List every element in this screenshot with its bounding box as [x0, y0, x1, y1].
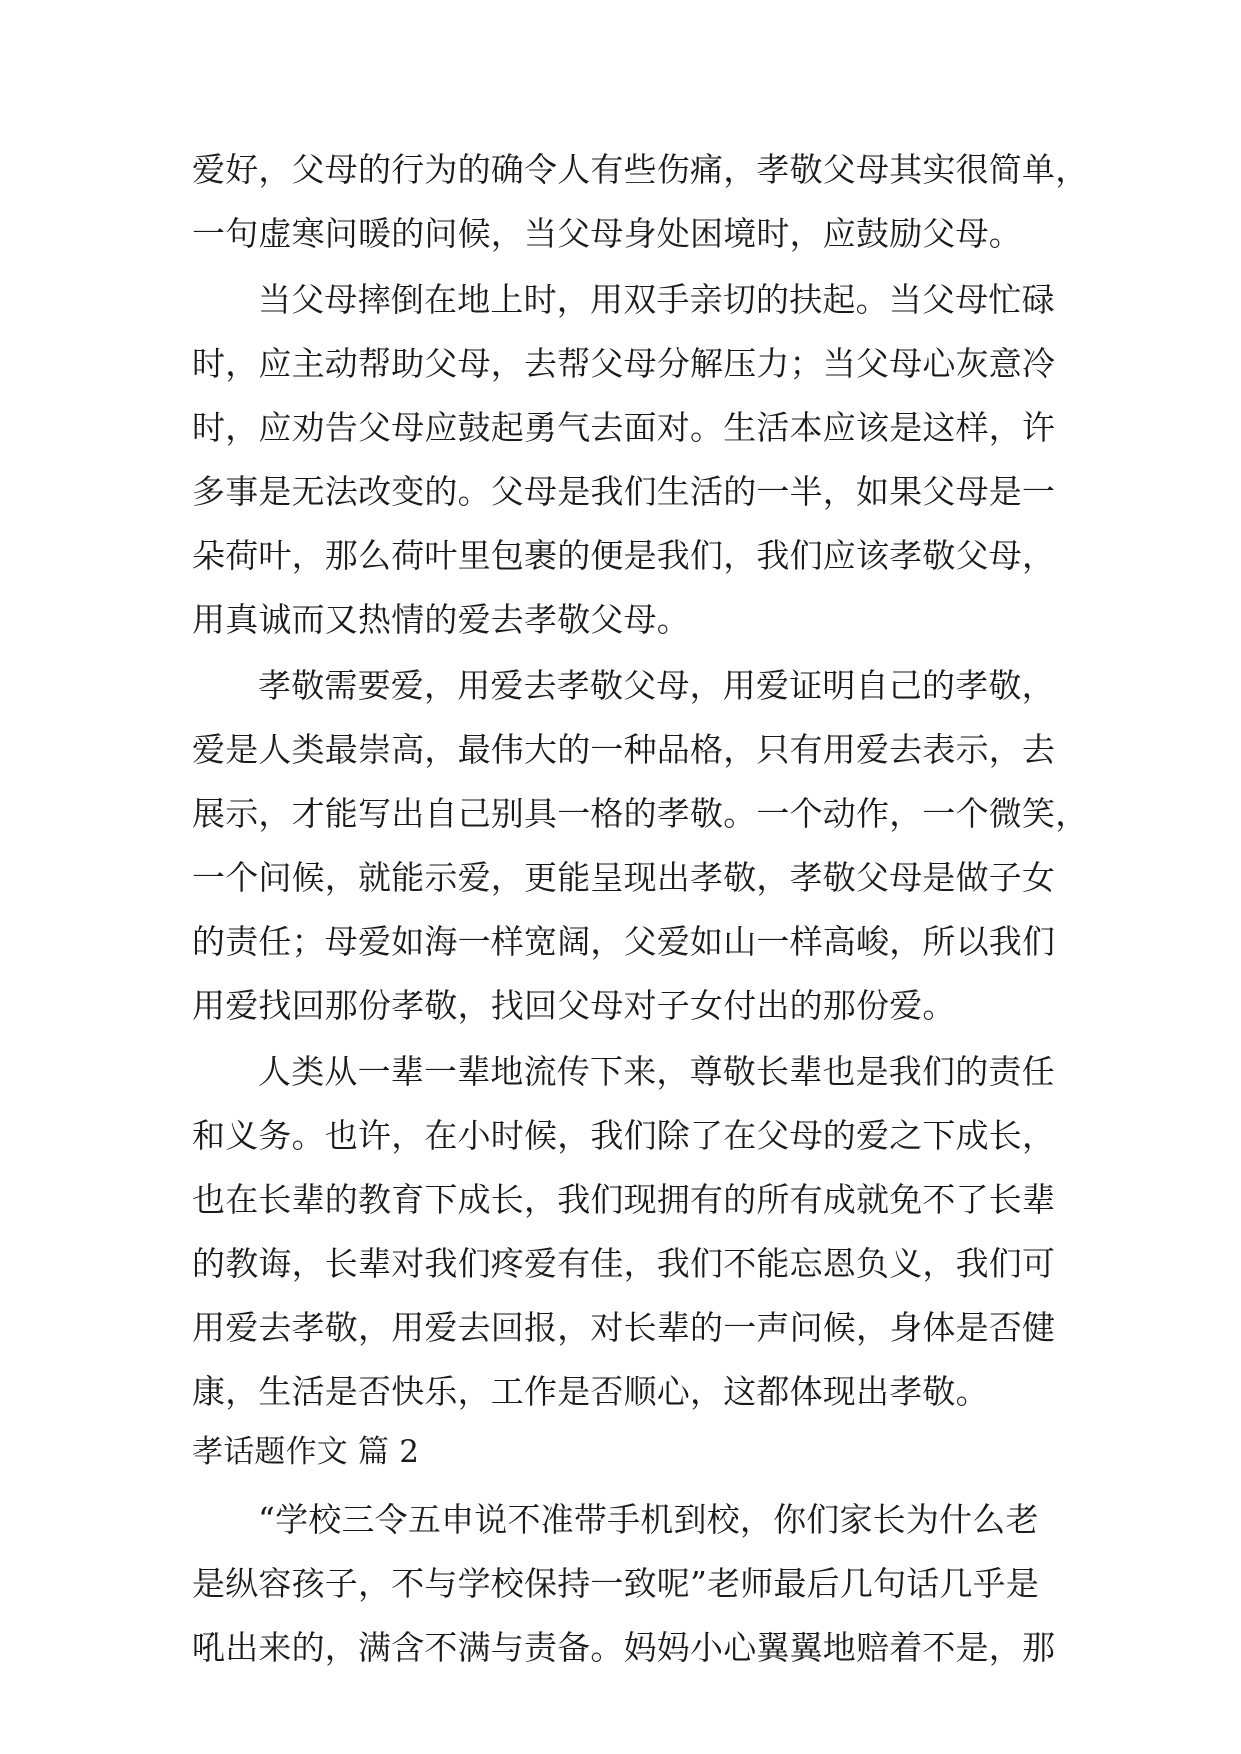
section-heading: 孝话题作文 篇 2	[192, 1434, 420, 1470]
paragraph-start-line: “学校三令五申说不准带手机到校，你们家长为什么老	[258, 1500, 1039, 1539]
text-line: 时，应主动帮助父母，去帮父母分解压力；当父母心灰意冷	[192, 344, 1056, 383]
paragraph-start-line: 孝敬需要爱，用爱去孝敬父母，用爱证明自己的孝敬，	[258, 666, 1055, 705]
text-line: 的责任；母爱如海一样宽阔，父爱如山一样高峻，所以我们	[192, 922, 1056, 961]
text-line: 康，生活是否快乐，工作是否顺心，这都体现出孝敬。	[192, 1372, 989, 1411]
text-line: 也在长辈的教育下成长，我们现拥有的所有成就免不了长辈	[192, 1180, 1056, 1219]
text-line: 是纵容孩子，不与学校保持一致呢”老师最后几句话几乎是	[192, 1564, 1040, 1603]
text-line: 展示，才能写出自己别具一格的孝敬。一个动作，一个微笑，	[192, 794, 1089, 833]
paragraph-start-line: 人类从一辈一辈地流传下来，尊敬长辈也是我们的责任	[258, 1052, 1055, 1091]
text-line: 用爱找回那份孝敬，找回父母对子女付出的那份爱。	[192, 986, 956, 1025]
text-line: 爱好，父母的行为的确令人有些伤痛，孝敬父母其实很简单，	[192, 150, 1089, 189]
text-line: 多事是无法改变的。父母是我们生活的一半，如果父母是一	[192, 472, 1056, 511]
text-line: 和义务。也许，在小时候，我们除了在父母的爱之下成长，	[192, 1116, 1056, 1155]
text-line: 的教诲，长辈对我们疼爱有佳，我们不能忘恩负义，我们可	[192, 1244, 1056, 1283]
text-line: 用真诚而又热情的爱去孝敬父母。	[192, 600, 690, 639]
text-line: 时，应劝告父母应鼓起勇气去面对。生活本应该是这样，许	[192, 408, 1056, 447]
text-line: 一句虚寒问暖的问候，当父母身处困境时，应鼓励父母。	[192, 214, 1022, 253]
paragraph-start-line: 当父母摔倒在地上时，用双手亲切的扶起。当父母忙碌	[258, 280, 1055, 319]
text-line: 朵荷叶，那么荷叶里包裹的便是我们，我们应该孝敬父母，	[192, 536, 1056, 575]
text-line: 用爱去孝敬，用爱去回报，对长辈的一声问候，身体是否健	[192, 1308, 1056, 1347]
text-line: 爱是人类最崇高，最伟大的一种品格，只有用爱去表示，去	[192, 730, 1056, 769]
text-line: 吼出来的，满含不满与责备。妈妈小心翼翼地赔着不是，那	[192, 1628, 1056, 1667]
text-line: 一个问候，就能示爱，更能呈现出孝敬，孝敬父母是做子女	[192, 858, 1056, 897]
